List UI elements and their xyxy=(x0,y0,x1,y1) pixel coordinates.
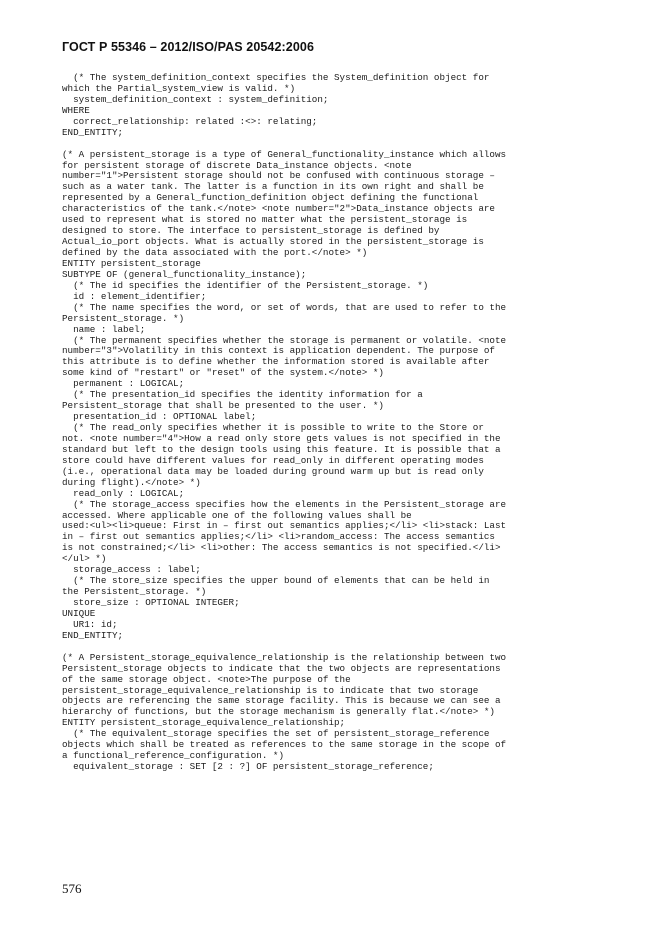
code-line: presentation_id : OPTIONAL label; xyxy=(62,411,257,423)
code-line: </ul> *) xyxy=(62,553,107,565)
code-line: such as a water tank. The latter is a function in its own right and shall be xyxy=(62,181,484,193)
code-line: (* The storage_access specifies how the elements in the Persistent_storage are xyxy=(62,498,507,510)
code-line: SUBTYPE OF (general_functionality_instance); xyxy=(62,268,307,280)
code-line: represented by a General_function_definition object defining the functional xyxy=(62,192,479,204)
code-line: some kind of "restart" or "reset" of the system.</note> *) xyxy=(62,367,384,379)
code-line: not. <note number="4">How a read only store gets values is not specified in the xyxy=(62,432,501,444)
code-line: defined by the data associated with the port.</note> *) xyxy=(62,247,368,258)
code-line: a functional_reference_configuration. *) xyxy=(62,750,285,762)
code-line: Actual_io_port objects. What is actually stored in the persistent_storage is xyxy=(62,236,484,248)
code-line: during flight).</note> *) xyxy=(62,476,201,488)
code-line: store could have different values for read_only in different operating modes xyxy=(62,454,484,466)
code-line: WHERE xyxy=(62,104,90,116)
code-line: (* The permanent specifies whether the storage is permanent or volatile. <note xyxy=(62,334,507,346)
code-line: read_only : LOGICAL; xyxy=(62,487,185,499)
code-line: which the Partial_system_view is valid. *) xyxy=(62,82,296,94)
page-number: 576 xyxy=(62,881,82,896)
code-line: used to represent what is stored no matter what the persistent_storage is xyxy=(62,214,468,226)
code-line: for persistent storage of discrete Data_instance objects. <note xyxy=(62,159,412,171)
express-code-listing xyxy=(62,73,602,773)
code-line: id : element_identifier; xyxy=(62,290,207,302)
code-line: number="1">Persistent storage should not be confused with continuous storage – xyxy=(62,170,495,182)
code-line: this attribute is to define whether the information stored is available after xyxy=(62,356,490,368)
code-line: name : label; xyxy=(62,323,146,335)
code-line: is not constrained;</li> <li>other: The access semantics is not specified.</li> xyxy=(62,542,501,554)
blank-line xyxy=(62,139,602,150)
code-line: (* The name specifies the word, or set of words, that are used to refer to the xyxy=(62,301,507,313)
code-line: standard but left to the design tools using this feature. It is possible that a xyxy=(62,443,501,455)
code-line: system_definition_context : system_definition; xyxy=(62,93,329,105)
code-line: (* A Persistent_storage_equivalence_relationship is the relationship between two xyxy=(62,651,507,663)
document-header: ГОСТ Р 55346 – 2012/ISO/PAS 20542:2006 xyxy=(62,40,314,54)
code-line: persistent_storage_equivalence_relationship is to indicate that two storage xyxy=(62,684,479,696)
code-line: accessed. Where applicable one of the following values shall be xyxy=(62,509,412,521)
code-line: objects are referencing the same storage facility. This is because we can see a xyxy=(62,695,501,707)
code-line: (* A persistent_storage is a type of General_functionality_instance which allows xyxy=(62,148,507,160)
code-line: hierarchy of functions, but the storage mechanism is generally flat.</note> *) xyxy=(62,706,495,718)
code-line: (* The id specifies the identifier of the Persistent_storage. *) xyxy=(62,279,429,291)
code-line: (* The store_size specifies the upper bound of elements that can be held in xyxy=(62,575,490,587)
code-line: UR1: id; xyxy=(62,618,118,630)
code-line: designed to store. The interface to persistent_storage is defined by xyxy=(62,225,440,237)
code-line: the Persistent_storage. *) xyxy=(62,586,207,598)
code-line: Persistent_storage. *) xyxy=(62,312,185,324)
code-line: (i.e., operational data may be loaded during ground warm up but is read only xyxy=(62,465,484,477)
code-line: permanent : LOGICAL; xyxy=(62,378,185,390)
code-line: ENTITY persistent_storage_equivalence_relationship; xyxy=(62,717,346,729)
code-line: correct_relationship: related :<>: relating; xyxy=(62,115,318,127)
code-line: (* The system_definition_context specifies the System_definition object for xyxy=(62,72,490,83)
code-line: Persistent_storage objects to indicate that the two objects are representations xyxy=(62,662,501,674)
code-line: (* The read_only specifies whether it is possible to write to the Store or xyxy=(62,422,484,433)
code-line: objects which shall be treated as references to the same storage in the scope of xyxy=(62,739,507,751)
code-line: characteristics of the tank.</note> <note number="2">Data_instance objects are xyxy=(62,203,495,215)
code-line: ENTITY persistent_storage xyxy=(62,257,201,269)
code-line: END_ENTITY; xyxy=(62,126,124,138)
code-line: Persistent_storage that shall be presented to the user. *) xyxy=(62,400,384,412)
code-line: used:<ul><li>queue: First in – first out semantics applies;</li> <li>stack: Last xyxy=(62,520,507,532)
code-line: (* The equivalent_storage specifies the set of persistent_storage_reference xyxy=(62,728,490,740)
code-line: storage_access : label; xyxy=(62,564,201,576)
code-line: store_size : OPTIONAL INTEGER; xyxy=(62,597,240,608)
code-line: UNIQUE xyxy=(62,607,96,619)
code-line: (* The presentation_id specifies the identity information for a xyxy=(62,389,423,401)
code-line: in – first out semantics applies;</li> <li>random_access: The access semantics xyxy=(62,531,495,543)
code-line: number="3">Volatility in this context is application dependent. The purpose of xyxy=(62,345,495,357)
code-line: END_ENTITY; xyxy=(62,629,124,641)
code-line: equivalent_storage : SET [2 : ?] OF persistent_storage_reference; xyxy=(62,761,434,773)
code-line: of the same storage object. <note>The purpose of the xyxy=(62,673,351,685)
